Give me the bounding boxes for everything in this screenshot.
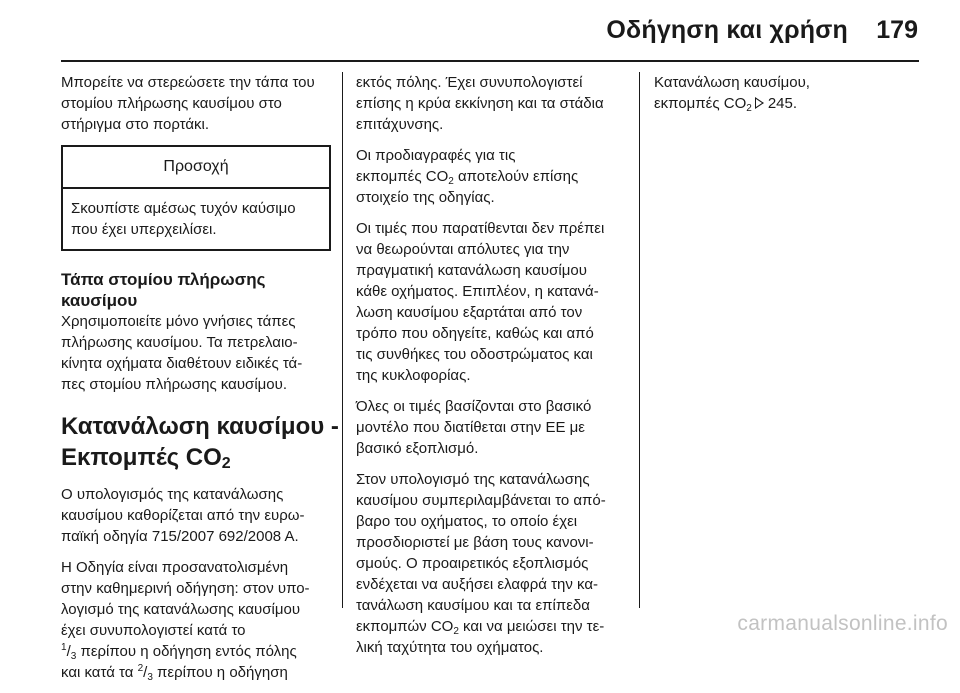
column-2 [356,72,628,668]
section-heading-fuel-cap: Τάπα στομίου πλήρωσης καυσίμου [61,270,266,310]
page-header [0,0,960,60]
warning-title: Προσοχή [63,147,329,189]
paragraph-values-disclaimer: Οι τιμές που παρατίθενται δεν πρέπει να θεωρούνται απόλυτες για την πραγματική κατανάλωση καυσίμου κάθε οχήματος. Επιπλέον, η κατανά- λωση καυσίμου εξαρτάται από τον τρόπο που οδηγείτε, καθώς και από τις συνθήκες του οδοστρώματος και της κυκλοφορίας. [356,220,605,384]
warning-box [61,145,331,251]
column-divider-2 [639,72,640,608]
paragraph-cross-reference: Κατανάλωση καυσίμου, εκπομπές $CO_2$ 245. [654,74,810,114]
paragraph-directive: Ο υπολογισμός της κατανάλωσης καυσίμου καθορίζεται από την ευρω- παϊκή οδηγία 715/2007 692/2008 Α. [61,486,305,545]
paragraph-emission-specs: Οι προδιαγραφές για τις εκπομπές $CO_2$ αποτελούν επίσης στοιχείο της οδηγίας. [356,147,579,206]
paragraph-outside-city: εκτός πόλης. Έχει συνυπολογιστεί επίσης η κρύα εκκίνηση και τα στάδια επιτάχυνσης. [356,74,604,133]
column-3 [654,72,924,124]
chapter-title: Οδήγηση και χρήση [606,16,848,44]
paragraph-daily-driving: Η Οδηγία είναι προσανατολισμένη στην καθημερινή οδήγηση: στον υπο- λογισμό της κατανάλωσης καυσίμου έχει συνυπολογιστεί κατά το $^1/_3$ περίπου η οδήγηση εντός πόλης και κατά τα $^2/_3$ περίπου η οδήγηση [61,559,310,683]
column-1 [61,72,339,693]
paragraph-cap-holder: Μπορείτε να στερεώσετε την τάπα του στομίου πλήρωσης καυσίμου στο στήριγμα στο πορτάκι. [61,74,315,133]
header-divider [61,60,919,62]
column-divider-1 [342,72,343,608]
paragraph-curb-weight: Στον υπολογισμό της κατανάλωσης καυσίμου συμπεριλαμβάνεται το από- βαρο του οχήματος, το οποίο έχει προσδιοριστεί με βάση τους κανονι- σμούς. Ο προαιρετικός εξοπλισμός ενδέχεται να αυξήσει ελαφρά την κα- τανάλωση καυσίμου και τα επίπεδα εκπομπών $CO_2$ και να μειώσει την τε- λική ταχύτητα του οχήματος. [356,471,606,656]
watermark: carmanualsonline.info [737,612,948,635]
section-heading-consumption: Κατανάλωση καυσίμου - Εκπομπές $CO_2$ [61,413,339,472]
page-number: 179 [876,16,918,44]
page-reference-link[interactable]: 245. [767,95,798,112]
paragraph-fuel-caps: Χρησιμοποιείτε μόνο γνήσιες τάπες πλήρωσης καυσίμου. Τα πετρελαιο- κίνητα οχήματα διαθέτουν ειδικές τά- πες στομίου πλήρωσης καυσίμου. [61,313,303,393]
warning-body: Σκουπίστε αμέσως τυχόν καύσιμο που έχει υπερχειλίσει. [71,200,296,238]
paragraph-base-model: Όλες οι τιμές βασίζονται στο βασικό μοντέλο που διατίθεται στην ΕΕ με βασικό εξοπλισμό. [356,398,592,457]
page-reference-arrow-icon [755,97,764,109]
